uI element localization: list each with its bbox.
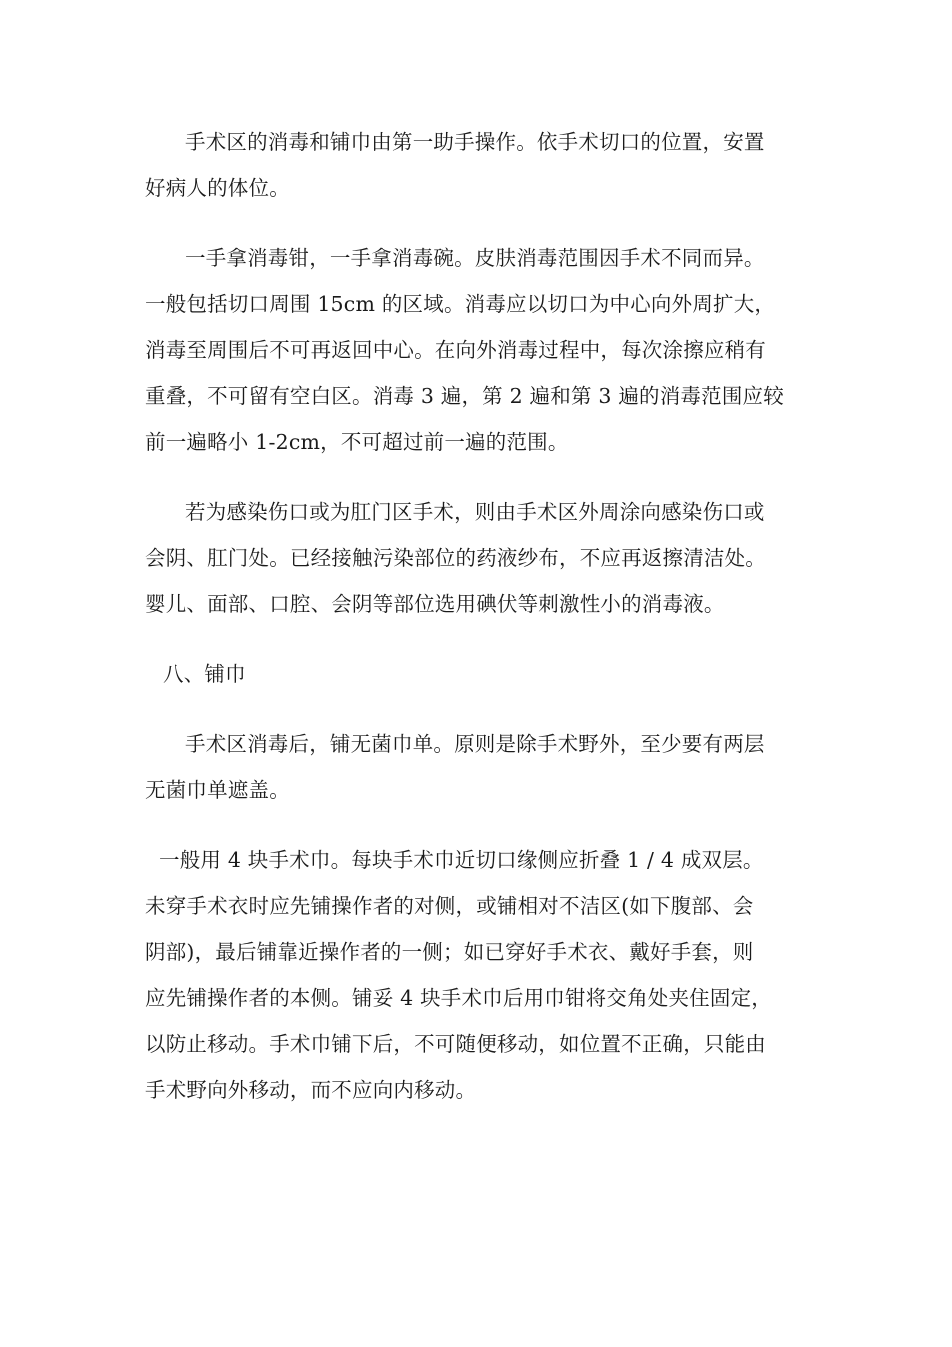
text-line: 手术野向外移动，而不应向内移动。 xyxy=(145,1078,477,1102)
section-heading xyxy=(145,651,817,697)
text-line: 消毒至周围后不可再返回中心。在向外消毒过程中，每次涂擦应稍有 xyxy=(145,338,766,362)
text-line: 阴部)，最后铺靠近操作者的一侧；如已穿好手术衣、戴好手套，则 xyxy=(145,940,754,964)
text-line: 若为感染伤口或为肛门区手术，则由手术区外周涂向感染伤口或 xyxy=(185,500,765,524)
text-line: 应先铺操作者的本侧。铺妥 4 块手术巾后用巾钳将交角处夹住固定， xyxy=(145,986,772,1010)
paragraph-disinfection-range xyxy=(145,235,817,465)
text-line: 前一遍略小 1-2cm，不可超过前一遍的范围。 xyxy=(145,430,569,454)
text-line: 手术区消毒后，铺无菌巾单。原则是除手术野外，至少要有两层 xyxy=(185,732,765,756)
paragraph-infected-wound xyxy=(145,489,817,627)
text-line: 无菌巾单遮盖。 xyxy=(145,778,290,802)
text-line: 好病人的体位。 xyxy=(145,176,290,200)
text-line: 婴儿、面部、口腔、会阴等部位选用碘伏等刺激性小的消毒液。 xyxy=(145,592,725,616)
text-line: 会阴、肛门处。已经接触污染部位的药液纱布，不应再返擦清洁处。 xyxy=(145,546,766,570)
paragraph-skin-prep-intro xyxy=(145,119,817,211)
paragraph-draping-principle xyxy=(145,721,817,813)
text-line: 一般包括切口周围 15cm 的区域。消毒应以切口为中心向外周扩大， xyxy=(145,292,776,316)
section-heading-text: 八、铺巾 xyxy=(163,662,246,686)
document-body xyxy=(145,119,817,1137)
text-line: 重叠，不可留有空白区。消毒 3 遍，第 2 遍和第 3 遍的消毒范围应较 xyxy=(145,384,784,408)
text-line: 手术区的消毒和铺巾由第一助手操作。依手术切口的位置，安置 xyxy=(185,130,765,154)
text-line: 以防止移动。手术巾铺下后，不可随便移动，如位置不正确，只能由 xyxy=(145,1032,766,1056)
paragraph-draping-procedure xyxy=(145,837,817,1113)
text-line: 一手拿消毒钳，一手拿消毒碗。皮肤消毒范围因手术不同而异。 xyxy=(185,246,765,270)
text-line: 未穿手术衣时应先铺操作者的对侧，或铺相对不洁区(如下腹部、会 xyxy=(145,894,754,918)
text-line: 一般用 4 块手术巾。每块手术巾近切口缘侧应折叠 1 / 4 成双层。 xyxy=(159,848,764,872)
